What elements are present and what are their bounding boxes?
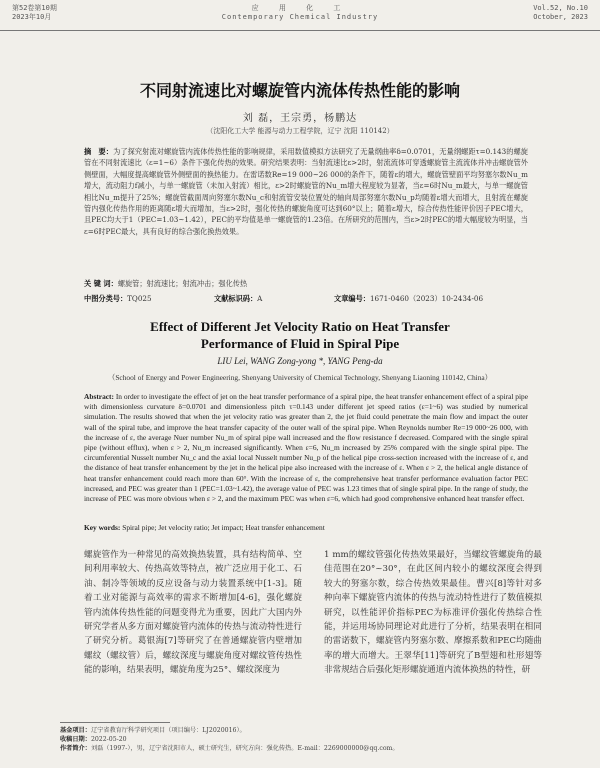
abstract-text-en: In order to investigate the effect of jet on the heat transfer performance of a spiral pipe, the heat transfer enhancement effect of a spiral pipe with dimensionless curvature δ=0.0701 and dimensionless pitch τ=0.143 under different jet speed ratios (ε=1~6) was studied by numerical simulation. The results showed that when the jet velocity ratio was greater than 2, the jet fluid could penetrate the main flow and impact the outer wall of the spiral tube, and improve the heat transfer capacity of the outer wall of the spiral pipe. When Reynolds number Re=19 000~26 000, with the increase of ε, the average Nuer number Nu_m of spiral pipe wall increased and the flow resistance f decreased. Compared with the single spiral pipe (without efflux), when ε > 2, Nu_m increased significantly. When ε=6, Nu_m increased by 25% compared with the single spiral pipe. The circumferential Nusselt number Nu_c and the axial local Nusselt number Nu_p of the helical pipe cross-section increased with the increase of ε, and the distance of heat transfer enhancement by the jet in the helical pipe also increased with the increase of ε. When ε > 2, the helical angle distance of heat transfer enhancement could reach more than 60°. With the increase of ε, the comprehensive heat transfer performance evaluation factor PEC increased, and PEC was greater than 1 (PEC=1.03~1.42), the average value of PEC was 1.23 times that of single spiral pipe. In the range of study, the increase of PEC was more obvious when ε > 2, and the maximum PEC was when ε=6, which had good comprehensive enhanced heat transfer effect. bbox=[84, 392, 528, 504]
body-column-left: 螺旋管作为一种常见的高效换热装置，具有结构简单、空间利用率较大、传热高效等特点，被广泛应用于化工、石油、制冷等领域的反应设备与动力装置系统中[1-3]。随着工业对能源与高效率的需求不断增加[4-6]，强化螺旋管内流体传热性能的问题变得尤为重要，因此广大国内外研究学者从多方面对螺旋管内流体的传热与流动特性进行了研究分析。葛银海[7]等研究了在普通螺旋管内壁增加螺纹（螺纹管）后，螺纹深度与螺旋角度对螺纹管传热性能的影响，结果表明，螺旋角度为25°、螺纹深度为 bbox=[84, 550, 302, 676]
doc-value: A bbox=[257, 294, 263, 303]
keywords-label-en: Key words: bbox=[84, 523, 121, 532]
abstract-text-cn: 为了探究射流对螺旋管内流体传热性能的影响规律，采用数值模拟方法研究了无量纲曲率δ=0.0701，无量纲螺距τ=0.143的螺旋管在不同射流速比（ε=1~6）条件下强化传热的效果。研究结果表明：当射流速比ε>2时，射流流体可穿透螺旋管主流流体并冲击螺旋管外侧壁面，大幅度提高螺旋管外侧壁面的换热能力。在雷诺数Re=19 000~26 000的条件下，随着ε的增大，螺旋管壁面平均努塞尔数Nu_m增大，流动阻力f减小，与单一螺旋管（未加入射流）相比，ε>2时螺旋管的Nu_m增大程度较为显著，当ε=6时Nu_m最大，与单一螺旋管相比Nu_m提升了25%；螺旋管截面周向努塞尔数Nu_c和射流管安装位置处的轴向局部努塞尔数Nu_p均随着ε增大而增大，且射流在螺旋管内强化传热作用的距离随ε增大而增加，当ε>2时，强化传热的螺旋角度可达到60°以上；随着ε增大，综合传热性能评价因子PEC增大，且PEC均大于1（PEC=1.03~1.42），PEC的平均值是单一螺旋管的1.23倍。在所研究的范围内，当ε>2时PEC的增大幅度较为明显，当ε=6时PEC最大，具有良好的综合强化换热效果。 bbox=[84, 147, 528, 236]
authors-cn: 刘 磊，王宗勇，杨鹏达 bbox=[242, 113, 358, 124]
art-value: 1671-0460（2023）10-2434-06 bbox=[369, 294, 484, 303]
paper-title-en-line1: Effect of Different Jet Velocity Ratio on Heat Transfer bbox=[150, 319, 450, 334]
keywords-en bbox=[84, 523, 528, 533]
header-rule bbox=[0, 30, 600, 31]
abstract-cn bbox=[84, 146, 528, 276]
authors-en: LIU Lei, WANG Zong-yong *, YANG Peng-da bbox=[217, 356, 383, 366]
keywords-label-cn: 关 键 词： bbox=[84, 279, 118, 288]
footnote-rule bbox=[60, 722, 170, 723]
body-columns bbox=[84, 548, 542, 718]
received-label: 收稿日期： bbox=[60, 736, 91, 743]
affiliation-cn: （沈阳化工大学 能源与动力工程学院，辽宁 沈阳 110142） bbox=[206, 127, 394, 135]
journal-date-en: October, 2023 bbox=[533, 13, 588, 21]
fund-text: 辽宁省教育厅科学研究项目（项目编号：LJ2020016）。 bbox=[90, 727, 246, 734]
keywords-cn bbox=[84, 278, 528, 289]
body-column-right: 1 mm的螺纹管强化传热效果最好，当螺纹管螺旋角的最佳范围在20°~30°，在此区间内较小的螺纹深度会得到较大的努塞尔数，综合传热效果最佳。曹兴[8]等针对多种向率下螺旋管内流体的传热与流动特性进行了数值模拟研究，以性能评价指标PEC为标准评价强化传热综合性能，并运用场协同理论对此进行了分析，结果表明在相同的雷诺数下，螺旋管内努塞尔数、摩擦系数和PEC均随曲率的增大而增大。王翠华[11]等研究了B型翅和杜形翅等非常规结合后强化矩形螺旋通道内流体换热的特性，研 bbox=[324, 550, 542, 676]
art-label: 文章编号： bbox=[334, 294, 370, 303]
footnotes bbox=[60, 726, 560, 753]
abstract-en bbox=[84, 392, 528, 522]
journal-name-cn: 应 用 化 工 bbox=[251, 4, 349, 12]
author-bio-text: 刘磊（1997-），男，辽宁省沈阳市人，硕士研究生，研究方向：强化传热。E-mail：2269000000@qq.com。 bbox=[90, 745, 399, 752]
journal-volume: 第52卷第10期 bbox=[12, 4, 57, 12]
abstract-label-en: Abstract: bbox=[84, 392, 114, 401]
keywords-text-cn: 螺旋管；射流速比；射流冲击；强化传热 bbox=[117, 279, 248, 288]
keywords-text-en: Spiral pipe; Jet velocity ratio; Jet impact; Heat transfer enhancement bbox=[122, 523, 325, 532]
journal-volume-en: Vol.52, No.10 bbox=[533, 4, 588, 12]
fund-label: 基金项目： bbox=[60, 727, 91, 734]
abstract-label-cn: 摘 要： bbox=[84, 147, 114, 156]
journal-name-en: Contemporary Chemical Industry bbox=[221, 13, 379, 21]
journal-date: 2023年10月 bbox=[12, 13, 52, 21]
page-header bbox=[12, 4, 588, 30]
affiliation-en: （School of Energy and Power Engineering, Shenyang University of Chemical Technology, Shenyang Liaoning 110142, China） bbox=[107, 373, 493, 382]
clc-value: TQ025 bbox=[127, 294, 152, 303]
doc-label: 文献标识码： bbox=[214, 294, 258, 303]
classification-line bbox=[84, 293, 528, 304]
paper-title-en bbox=[0, 318, 600, 352]
clc-label: 中图分类号： bbox=[84, 294, 128, 303]
paper-title-cn: 不同射流速比对螺旋管内流体传热性能的影响 bbox=[139, 81, 460, 100]
received-date: 2022-05-20 bbox=[90, 736, 127, 743]
author-bio-label: 作者简介： bbox=[60, 745, 91, 752]
paper-title-en-line2: Performance of Fluid in Spiral Pipe bbox=[200, 336, 400, 351]
